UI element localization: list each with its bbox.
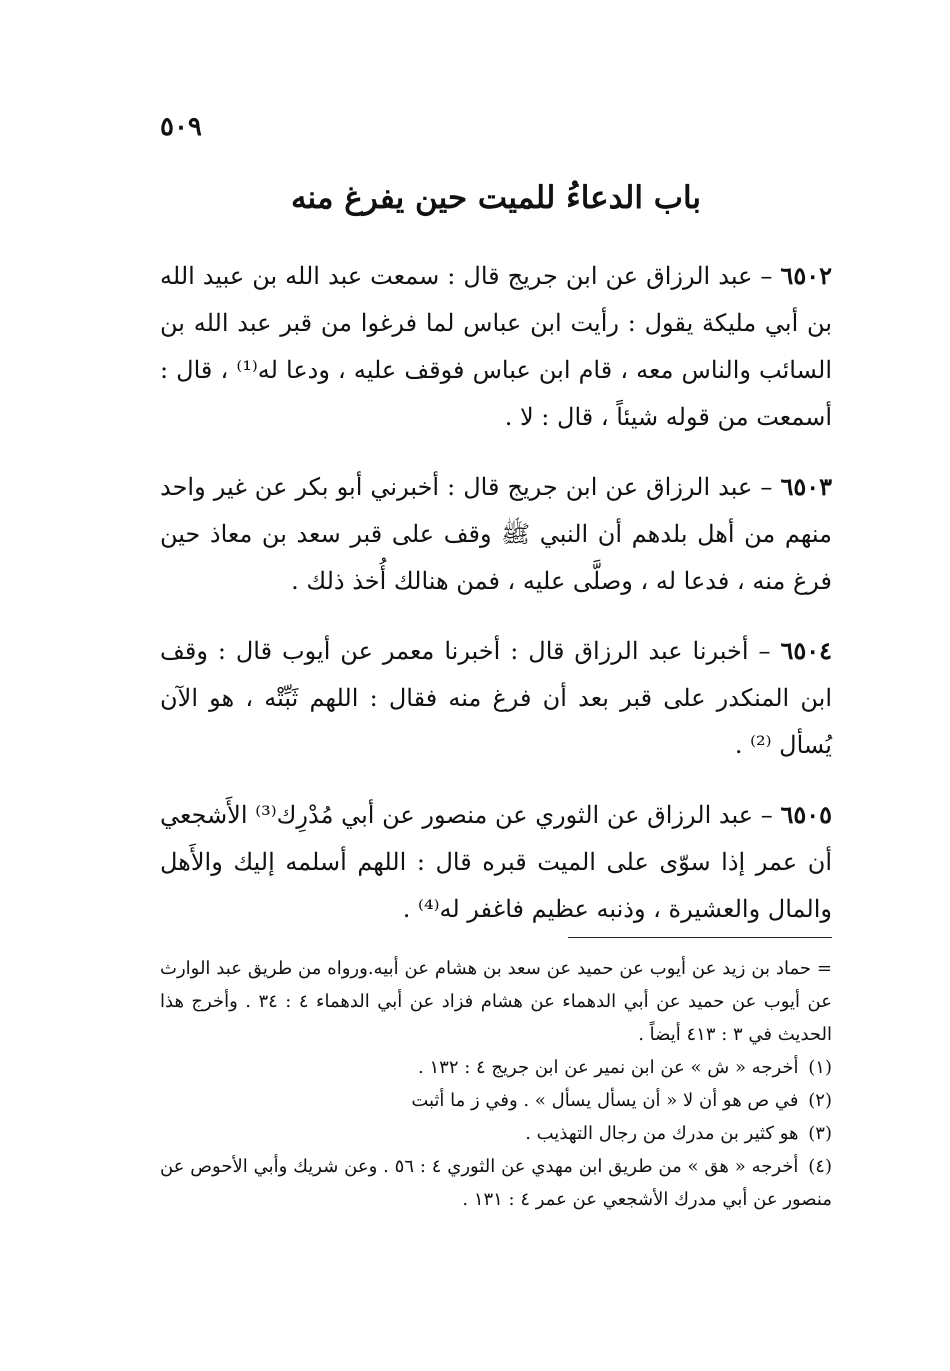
page-number: ٥٠٩ xyxy=(160,112,202,142)
hadith-text: – عبد الرزاق عن الثوري عن منصور عن أبي مُدْرِك⁽³⁾ الأَشجعي أن عمر إذا سوّى على الميت قبره قال : اللهم أسلمه إليك والأَهل والمال والعشيرة ، وذنبه عظيم فاغفر له⁽⁴⁾ . xyxy=(160,801,832,923)
hadith-6505 xyxy=(160,791,832,933)
hadith-6504 xyxy=(160,627,832,769)
footnote-mark: (٢) xyxy=(808,1090,832,1111)
footnote-text: أخرجه « ش » عن ابن نمير عن ابن جريج ٤ : ١٣٢ . xyxy=(418,1057,799,1078)
hadith-number: ٦٥٠٥ xyxy=(780,800,832,829)
footnote-3 xyxy=(160,1117,832,1150)
footnote-4 xyxy=(160,1150,832,1216)
footnote-continuation: = حماد بن زيد عن أيوب عن حميد عن سعد بن هشام عن أبيه.ورواه من طريق عبد الوارث عن أيوب عن حميد عن أبي الدهماء عن هشام فزاد عن أبي الدهماء ٤ : ٣٤ . وأخرج هذا الحديث في ٣ : ٤١٣ أيضاً . xyxy=(160,958,832,1045)
footnote-mark: (١) xyxy=(808,1057,832,1078)
hadith-6502 xyxy=(160,252,832,441)
footnote-1 xyxy=(160,1051,832,1084)
hadith-number: ٦٥٠٣ xyxy=(780,472,832,501)
hadith-number: ٦٥٠٤ xyxy=(780,636,832,665)
footnote-mark: (٣) xyxy=(808,1123,832,1144)
hadith-6503 xyxy=(160,463,832,605)
footnote-mark: (٤) xyxy=(808,1156,832,1177)
footnote-text: أخرجه « هق » من طريق ابن مهدي عن الثوري ٤ : ٥٦ . وعن شريك وأبي الأحوص عن منصور عن أبي مدرك الأشجعي عن عمر ٤ : ١٣١ . xyxy=(160,1156,832,1210)
hadith-number: ٦٥٠٢ xyxy=(780,261,832,290)
footnotes xyxy=(160,952,832,1216)
hadith-list xyxy=(160,252,832,955)
hadith-text: – عبد الرزاق عن ابن جريج قال : أخبرني أبو بكر عن غير واحد منهم من أهل بلدهم أن النبي ﷺ وقف على قبر سعد بن معاذ حين فرغ منه ، فدعا له ، وصلَّى عليه ، فمن هنالك أُخذ ذلك . xyxy=(160,473,832,595)
footnote-divider xyxy=(568,937,832,938)
footnote-text: هو كثير بن مدرك من رجال التهذيب . xyxy=(525,1123,799,1144)
hadith-text: – عبد الرزاق عن ابن جريج قال : سمعت عبد الله بن عبيد الله بن أبي مليكة يقول : رأيت ابن عباس لما فرغوا من قبر عبد الله بن السائب والناس معه ، قام ابن عباس فوقف عليه ، ودعا له⁽¹⁾ ، قال : أسمعت من قوله شيئاً ، قال : لا . xyxy=(160,262,833,431)
chapter-title: باب الدعاءُ للميت حين يفرغ منه xyxy=(290,180,702,216)
hadith-text: – أخبرنا عبد الرزاق قال : أخبرنا معمر عن أيوب قال : وقف ابن المنكدر على قبر بعد أن فرغ منه فقال : اللهم ثَبِّتْه ، هو الآن يُسأل ⁽²⁾ . xyxy=(160,637,832,759)
footnote-text: في ص هو أن لا « أن يسأل يسأل » . وفي ز ما أثبت xyxy=(411,1090,799,1111)
footnote-2 xyxy=(160,1084,832,1117)
